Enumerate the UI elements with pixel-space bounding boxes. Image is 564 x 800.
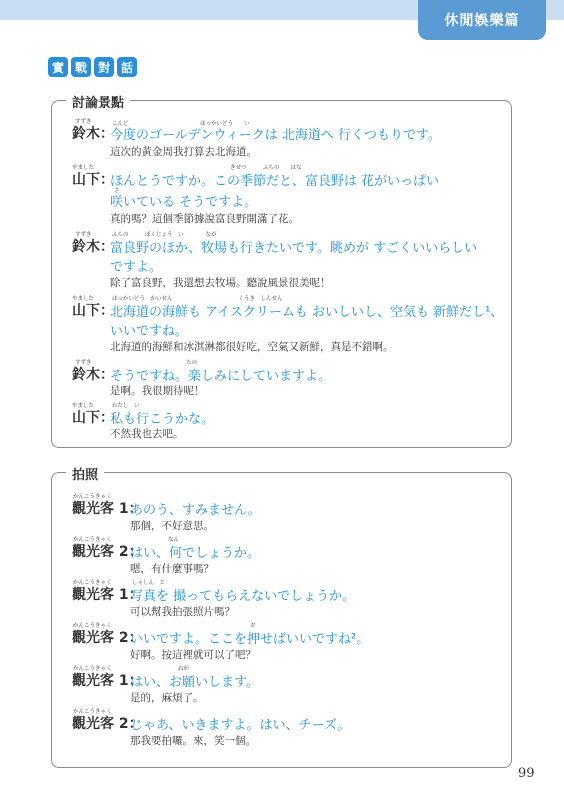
japanese-line-cont: 咲いている そうですよ。 <box>110 195 258 210</box>
speaker-ruby: かんこうきゃく <box>73 494 112 500</box>
japanese-line: そうですね。楽しみにしていますよ。 <box>110 369 332 384</box>
japanese-line: はい、お願いします。 <box>130 675 259 690</box>
chinese-translation: 那個，不好意思。 <box>130 520 214 532</box>
japanese-line: じゃあ、いきますよ。はい、チーズ。 <box>130 718 351 733</box>
chinese-translation: 這次的黃金周我打算去北海道。 <box>110 146 257 158</box>
chinese-translation: 那我要拍囉。來，笑一個。 <box>130 735 256 747</box>
speaker-name: 觀光客 2： <box>72 544 143 560</box>
speaker-name: 觀光客 2： <box>72 716 143 732</box>
jp-ruby: こんど ほっかいどう い <box>112 121 250 127</box>
chinese-translation: 真的嗎？這個季節據說富良野開滿了花。 <box>110 213 299 225</box>
jp-ruby: さ <box>114 188 120 194</box>
jp-ruby: お <box>250 623 256 629</box>
badge-1: 實 <box>48 57 68 77</box>
speaker-ruby: やました <box>72 296 95 302</box>
jp-ruby: しゃしん と <box>132 580 166 586</box>
section-tab: 休閒娛樂篇 <box>418 0 546 40</box>
badge-4: 話 <box>117 57 137 77</box>
jp-ruby: きせつ ふらの はな <box>230 165 302 171</box>
speaker-ruby: かんこうきゃく <box>73 537 112 543</box>
speaker-name: 山下： <box>72 410 114 426</box>
jp-ruby: ほっかいどう かいせん くうき しんせん <box>112 296 283 302</box>
japanese-line-cont: ですよ。 <box>110 260 163 275</box>
japanese-line: 北海道の海鮮も アイスクリームも おいしいし、空気も 新鮮だし¹、 <box>110 305 504 320</box>
japanese-line-cont: いいですね。 <box>110 324 189 339</box>
chinese-translation: 除了富良野，我還想去牧場。聽說風景很美呢！ <box>110 277 331 289</box>
chinese-translation: 好啊。按這裡就可以了吧？ <box>130 649 256 661</box>
speaker-name: 山下： <box>72 303 114 319</box>
speaker-name: 鈴木： <box>72 126 114 142</box>
japanese-line: 富良野のほか、牧場も行きたいです。眺めが すごくいいらしい <box>110 241 478 256</box>
speaker-ruby: かんこうきゃく <box>73 580 112 586</box>
japanese-line: はい、何でしょうか。 <box>130 546 261 561</box>
speaker-ruby: すずき <box>75 119 92 125</box>
japanese-line: いいですよ。ここを押せばいいですね²。 <box>130 632 370 647</box>
speaker-ruby: すずき <box>75 360 92 366</box>
speaker-name: 鈴木： <box>72 367 114 383</box>
chinese-translation: 嗯，有什麼事嗎？ <box>130 563 214 575</box>
speaker-ruby: かんこうきゃく <box>73 709 112 715</box>
speaker-ruby: やました <box>72 165 95 171</box>
speaker-name: 觀光客 1： <box>72 673 143 689</box>
japanese-line: ほんとうですか。この季節だと、富良野は 花がいっぱい <box>110 174 440 189</box>
speaker-name: 鈴木： <box>72 239 114 255</box>
speaker-name: 觀光客 2： <box>72 630 143 646</box>
chinese-translation: 可以幫我拍張照片嗎？ <box>130 606 235 618</box>
box-title: 討論景點 <box>66 92 130 111</box>
speaker-ruby: かんこうきゃく <box>73 623 112 629</box>
japanese-line: あのう、すみません。 <box>130 503 261 518</box>
jp-ruby: わたし い <box>112 403 140 409</box>
chinese-translation: 北海道的海鮮和冰淇淋都很好吃，空氣又新鮮，真是不錯啊。 <box>110 341 394 353</box>
jp-ruby: たの <box>186 360 198 366</box>
speaker-name: 觀光客 1： <box>72 587 143 603</box>
jp-ruby: ねが <box>178 666 190 672</box>
speaker-name: 觀光客 1： <box>72 501 143 517</box>
japanese-line: 私も行こうかな。 <box>110 412 215 427</box>
section-badges <box>48 57 137 77</box>
chinese-translation: 不然我也去吧。 <box>110 428 184 440</box>
speaker-ruby: やました <box>72 403 95 409</box>
page-number: 99 <box>518 766 535 781</box>
badge-3: 對 <box>94 57 114 77</box>
speaker-ruby: かんこうきゃく <box>73 666 112 672</box>
speaker-ruby: すずき <box>75 232 92 238</box>
chinese-translation: 是的，麻煩了。 <box>130 692 204 704</box>
box-title: 拍照 <box>66 464 104 483</box>
jp-ruby: なん <box>168 537 180 543</box>
chinese-translation: 是啊。我很期待呢！ <box>110 385 205 397</box>
japanese-line: 今度のゴールデンウィークは 北海道へ 行くつもりです。 <box>110 128 441 143</box>
jp-ruby: ふらの ぼくじょう い なが <box>112 232 217 238</box>
badge-2: 戰 <box>71 57 91 77</box>
japanese-line: 写真を 撮ってもらえないでしょうか。 <box>130 589 356 604</box>
speaker-name: 山下： <box>72 172 114 188</box>
